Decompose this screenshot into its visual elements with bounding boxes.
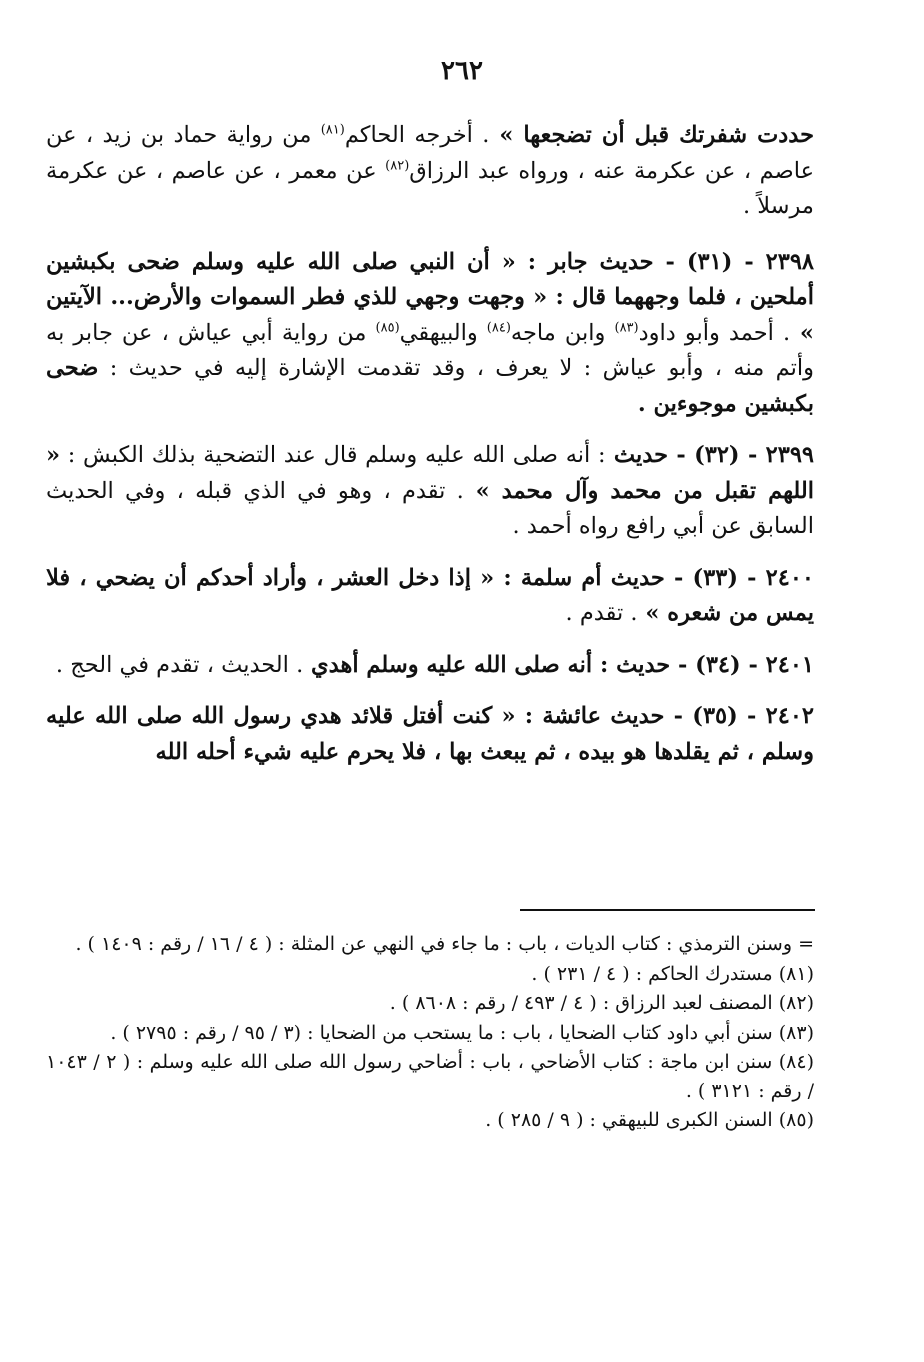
footnote: (٨٣) سنن أبي داود كتاب الضحايا ، باب : ما يستحب من الضحايا : (٣ / ٩٥ / رقم : ٢٧٩٥ ) . — [110, 1021, 814, 1044]
text-run: . أخرجه الحاكم — [344, 122, 490, 148]
paragraph — [46, 561, 814, 632]
footnotes — [46, 930, 814, 1136]
text-run: : أنه صلى الله عليه وسلم قال عند التضحية بذلك الكبش : — [60, 442, 606, 468]
paragraph — [46, 648, 814, 684]
footnote-reference: (٨١) — [320, 122, 345, 138]
text-run: عن معمر ، عن عاصم ، عن عكرمة مرسلاً . — [46, 157, 814, 219]
text-run: « اللهم تقبل من محمد وآل محمد » — [46, 442, 814, 504]
footnote-separator — [520, 909, 815, 911]
text-run: من رواية أبي عياش ، عن جابر به وأتم منه ، وأبو عياش : لا يعرف ، وقد تقدمت الإشارة إليه في حديث : — [46, 319, 814, 381]
footnote: = وسنن الترمذي : كتاب الديات ، باب : ما جاء في النهي عن المثلة : ( ٤ / ١٦ / رقم : ١٤٠٩ ) . — [75, 933, 814, 955]
footnote-reference: (٨٥) — [375, 320, 400, 335]
footnote-reference: (٨٣) — [614, 320, 639, 335]
text-run: والبيهقي — [399, 319, 487, 346]
paragraph — [46, 438, 814, 545]
text-run: وابن ماجه — [510, 319, 615, 346]
page-number: ٢٦٢ — [441, 56, 483, 86]
paragraph — [46, 245, 814, 423]
footnote: (٨٥) السنن الكبرى للبيهقي : ( ٩ / ٢٨٥ ) . — [485, 1109, 814, 1131]
text-run: ٢٣٩٩ - (٣٢) - حديث — [605, 442, 814, 468]
paragraph — [46, 699, 814, 770]
text-run: . تقدم ، وهو في الذي قبله ، وفي الحديث السابق عن أبي رافع رواه أحمد . — [46, 477, 814, 539]
text-run: حددت شفرتك قبل أن تضجعها » — [489, 122, 814, 148]
footnote-reference: (٨٢) — [385, 158, 410, 173]
text-run: . أحمد وأبو داود — [638, 319, 791, 346]
text-run: ضحى بكبشين موجوءين . — [46, 355, 814, 417]
text-run: . تقدم . — [565, 600, 638, 626]
footnote: (٨٢) المصنف لعبد الرزاق : ( ٤ / ٤٩٣ / رقم : ٨٦٠٨ ) . — [389, 992, 814, 1014]
footnote-reference: (٨٤) — [486, 320, 511, 335]
footnote: (٨١) مستدرك الحاكم : ( ٤ / ٢٣١ ) . — [531, 962, 814, 985]
main-text — [46, 118, 814, 786]
text-run: من رواية حماد بن زيد ، عن عاصم ، عن عكرمة عنه ، ورواه عبد الرزاق — [46, 122, 814, 184]
paragraph — [46, 118, 814, 225]
text-run: . الحديث ، تقدم في الحج . — [55, 651, 304, 678]
text-run: ٢٤٠٠ - (٣٣) - حديث أم سلمة : « إذا دخل العشر ، وأراد أحدكم أن يضحي ، فلا يمس من شعره » — [46, 564, 814, 626]
text-run: ٢٣٩٨ - (٣١) - حديث جابر : « أن النبي صلى الله عليه وسلم ضحى بكبشين أملحين ، فلما وجههما قال : « وجهت وجهي للذي فطر السموات والأرض... الآيتين » — [46, 248, 814, 346]
footnote: (٨٤) سنن ابن ماجة : كتاب الأضاحي ، باب : أضاحي رسول الله صلى الله عليه وسلم : ( ٢ / ١٠٤٣ / رقم : ٣١٢١ ) . — [46, 1051, 814, 1102]
text-run: ٢٤٠١ - (٣٤) - حديث : أنه صلى الله عليه وسلم أهدي — [303, 651, 814, 678]
text-run: ٢٤٠٢ - (٣٥) - حديث عائشة : « كنت أفتل قلائد هدي رسول الله صلى الله عليه وسلم ، ثم يقلدها هو بيده ، ثم يبعث بها ، فلا يحرم عليه شيء أحله الله — [46, 703, 814, 765]
